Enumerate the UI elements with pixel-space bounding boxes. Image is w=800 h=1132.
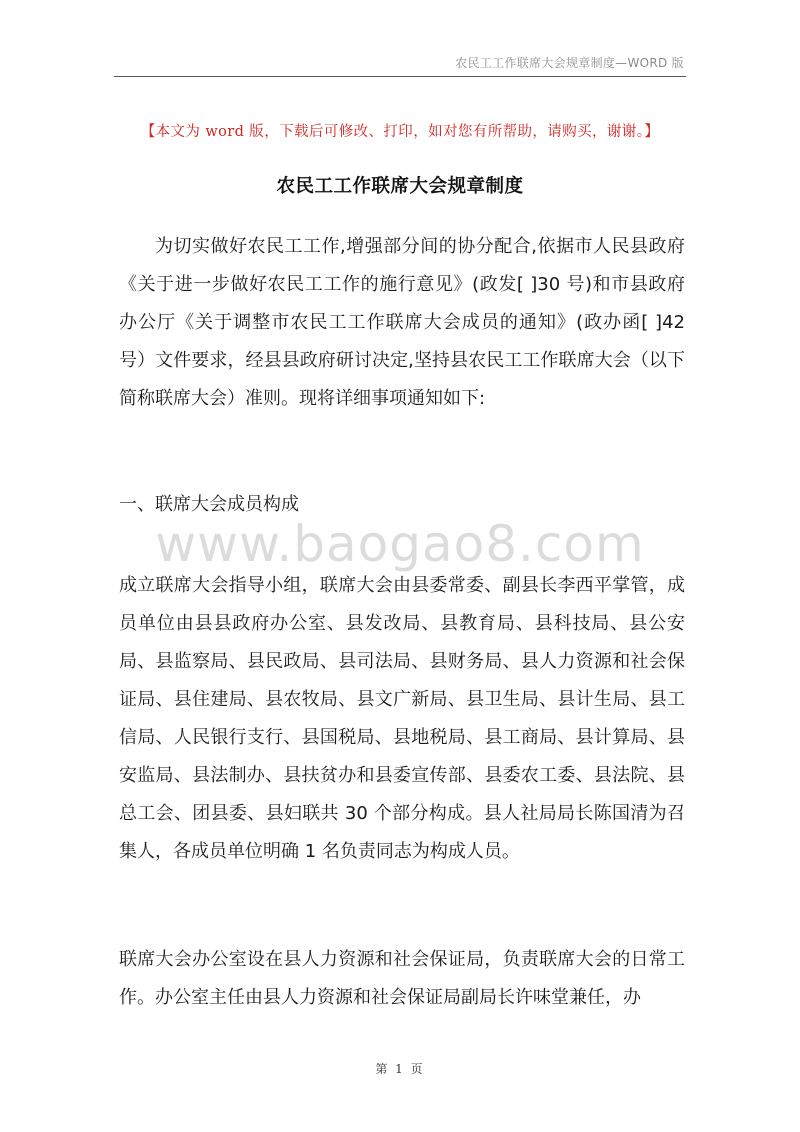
header-divider [114, 76, 686, 77]
purchase-notice: 【本文为 word 版，下载后可修改、打印，如对您有所帮助，请购买，谢谢。】 [140, 124, 660, 140]
office-paragraph: 联席大会办公室设在县人力资源和社会保证局，负责联席大会的日常工作。办公室主任由县人力资源和社会保证局副局长许味堂兼任，办 [119, 949, 685, 1008]
section-heading: 一、联席大会成员构成 [119, 494, 299, 515]
document-title: 农民工工作联席大会规章制度 [276, 176, 524, 197]
watermark: www.baogao8.com [155, 515, 645, 573]
intro-paragraph: 为切实做好农民工工作,增强部分间的协分配合,依据市人民县政府《关于进一步做好农民工工作的施行意见》(政发[ ]30 号)和市县政府办公厅《关于调整市农民工工作联席大会成员的通知》(政办函[ ]42 号）文件要求，经县县政府研讨决定,坚持县农民工工作联席大会（以下简称联席大会）准则。现将详细事项通知如下: [119, 236, 685, 409]
composition-paragraph: 成立联席大会指导小组，联席大会由县委常委、副县长李西平掌管，成员单位由县县政府办公室、县发改局、县教育局、县科技局、县公安局、县监察局、县民政局、县司法局、县财务局、县人力资源和社会保证局、县住建局、县农牧局、县文广新局、县卫生局、县计生局、县工信局、人民银行支行、县国税局、县地税局、县工商局、县计算局、县安监局、县法制办、县扶贫办和县委宣传部、县委农工委、县法院、县总工会、团县委、县妇联共 30 个部分构成。县人社局局长陈国清为召集人，各成员单位明确 1 名负责同志为构成人员。 [119, 575, 685, 862]
page-number: 第 1 页 [375, 1062, 425, 1076]
running-header: 农民工工作联席大会规章制度—WORD 版 [455, 56, 684, 70]
